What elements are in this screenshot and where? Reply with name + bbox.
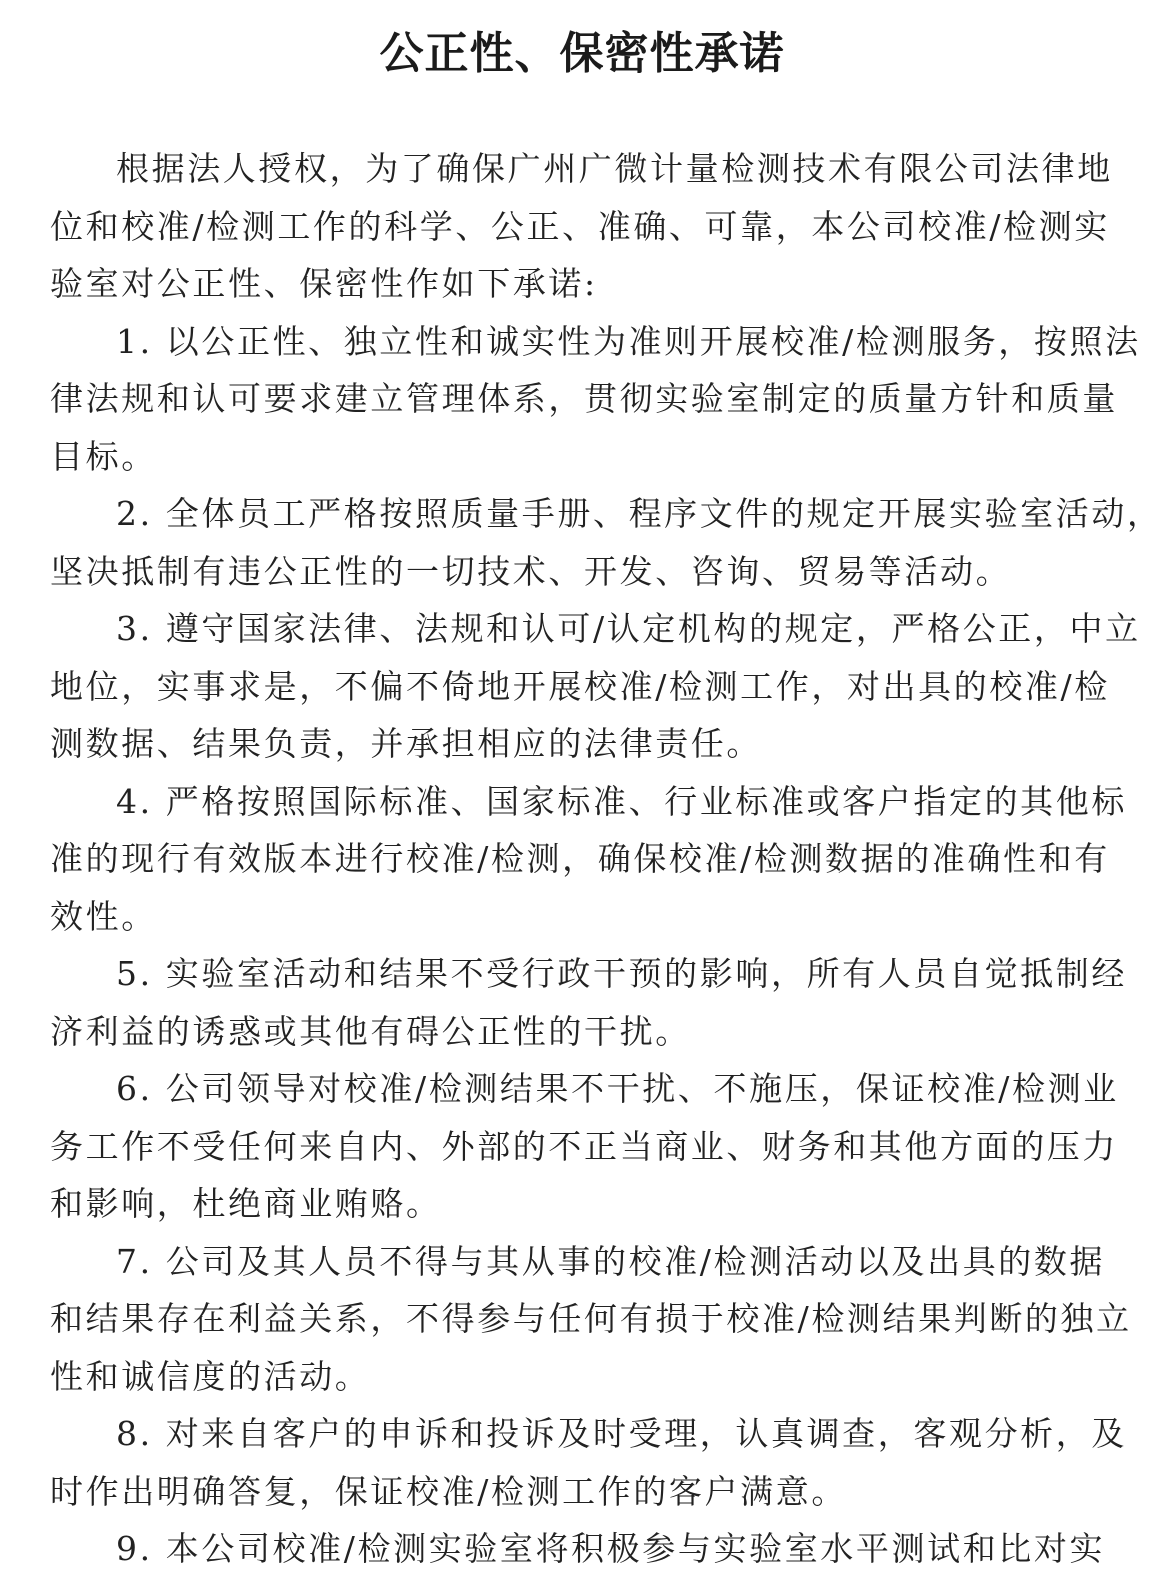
paragraph-line: 7. 公司及其人员不得与其从事的校准/检测活动以及出具的数据 xyxy=(116,1241,1106,1281)
paragraph-line: 3. 遵守国家法律、法规和认可/认定机构的规定，严格公正，中立 xyxy=(116,609,1141,648)
commitment-item-6 xyxy=(50,1060,1119,1233)
paragraph-line: 位和校准/检测工作的科学、公正、准确、可靠，本公司校准/检测实 xyxy=(50,206,1110,246)
paragraph-line: 地位，实事求是，不偏不倚地开展校准/检测工作，对出具的校准/检 xyxy=(50,666,1110,706)
paragraph-line: 律法规和认可要求建立管理体系，贯彻实验室制定的质量方针和质量 xyxy=(50,379,1118,418)
paragraph-line: 9. 本公司校准/检测实验室将积极参与实验室水平测试和比对实 xyxy=(116,1529,1106,1568)
paragraph-line: 4. 严格按照国际标准、国家标准、行业标准或客户指定的其他标 xyxy=(116,781,1127,821)
paragraph-line: 2. 全体员工严格按照质量手册、程序文件的规定开展实验室活动， xyxy=(116,494,1163,533)
commitment-item-2 xyxy=(50,485,1163,600)
paragraph-line: 目标。 xyxy=(50,436,157,476)
paragraph-line: 和结果存在利益关系，不得参与任何有损于校准/检测结果判断的独立 xyxy=(50,1299,1132,1338)
commitment-item-1 xyxy=(50,313,1141,486)
paragraph-line: 和影响，杜绝商业贿赂。 xyxy=(50,1184,442,1223)
paragraph-line: 8. 对来自客户的申诉和投诉及时受理，认真调查，客观分析，及 xyxy=(116,1414,1127,1453)
paragraph-line: 坚决抵制有违公正性的一切技术、开发、咨询、贸易等活动。 xyxy=(50,551,1012,591)
paragraph-line: 准的现行有效版本进行校准/检测，确保校准/检测数据的准确性和有 xyxy=(50,839,1110,878)
commitment-item-8 xyxy=(50,1405,1127,1520)
paragraph-line: 验室对公正性、保密性作如下承诺: xyxy=(50,264,598,303)
paragraph-line: 1. 以公正性、独立性和诚实性为准则开展校准/检测服务，按照法 xyxy=(116,321,1141,361)
commitment-item-4 xyxy=(50,773,1127,946)
paragraph-line: 根据法人授权，为了确保广州广微计量检测技术有限公司法律地 xyxy=(116,149,1113,188)
paragraph-line: 6. 公司领导对校准/检测结果不干扰、不施压，保证校准/检测业 xyxy=(116,1069,1119,1108)
intro-paragraph xyxy=(50,140,1114,313)
paragraph-line: 济利益的诱惑或其他有碍公正性的干扰。 xyxy=(50,1011,691,1051)
paragraph-line: 5. 实验室活动和结果不受行政干预的影响，所有人员自觉抵制经 xyxy=(116,954,1127,993)
commitment-item-9 xyxy=(50,1520,1114,1578)
paragraph-line: 性和诚信度的活动。 xyxy=(50,1356,371,1396)
commitment-item-3 xyxy=(50,600,1141,773)
commitment-item-7 xyxy=(50,1233,1132,1406)
document-title: 公正性、保密性承诺 xyxy=(379,28,785,79)
paragraph-line: 效性。 xyxy=(50,896,157,936)
paragraph-line: 时作出明确答复，保证校准/检测工作的客户满意。 xyxy=(50,1471,847,1511)
paragraph-line: 测数据、结果负责，并承担相应的法律责任。 xyxy=(50,724,762,763)
commitment-item-5 xyxy=(50,945,1127,1060)
paragraph-line: 务工作不受任何来自内、外部的不正当商业、财务和其他方面的压力 xyxy=(50,1126,1118,1166)
document-body xyxy=(50,140,1163,1578)
